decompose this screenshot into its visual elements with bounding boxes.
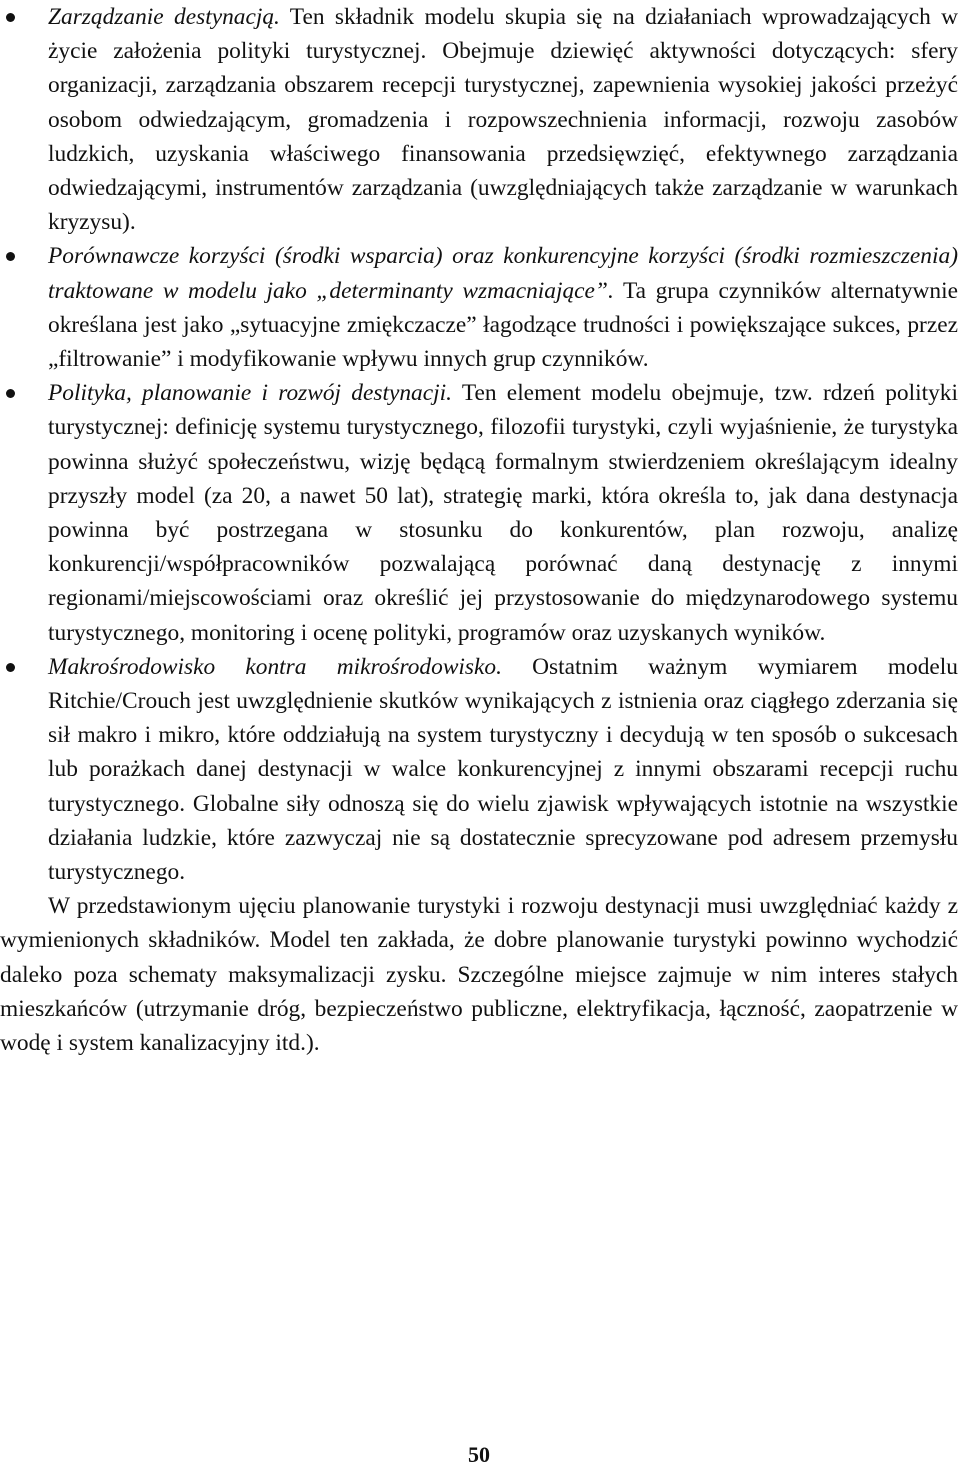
list-item [0, 650, 958, 889]
list-item-term: Makrośrodowisko kontra mikrośrodowisko. [48, 653, 502, 680]
list-item-text: Ta grupa czynników alternatywnie określana jest jako „sytuacyjne zmiękczacze” łagodzące trudności i powiększające sukces, przez „filtrowanie” i modyfikowanie wpływu innych grup czynników. [48, 277, 958, 373]
bullet-icon [6, 389, 15, 398]
closing-paragraph: W przedstawionym ujęciu planowanie turystyki i rozwoju destynacji musi uwzględniać każdy z wymienionych składników. Model ten zakłada, że dobre planowanie turystyki powinno wychodzić daleko poza schematy maksymalizacji zysku. Szczególne miejsce zajmuje w nim interes stałych mieszkańców (utrzymanie dróg, bezpieczeństwo publiczne, elektryfikacja, łączność, zaopatrzenie w wodę i system kanalizacyjny itd.). [0, 893, 958, 1057]
list-item [0, 239, 958, 376]
list-item-term: Zarządzanie destynacją. [48, 4, 280, 30]
bullet-icon [6, 13, 15, 22]
list-item-term: Porównawcze korzyści (środki wsparcia) oraz konkurencyjne korzyści (środki rozmieszczenia) traktowane w modelu jako „determinanty wzmacniające”. [48, 243, 958, 304]
list-item [0, 0, 958, 239]
list-item-text: Ostatnim ważnym wymiarem modelu Ritchie/Crouch jest uwzględnienie skutków wynikających z istnienia oraz ciągłego zderzania się sił makro i mikro, które oddziałują na system turystyczny i decydują w ten sposób o sukcesach lub porażkach danej destynacji w walce konkurencyjnej z innymi obszarami recepcji ruchu turystycznego. Globalne siły odnoszą się do wielu zjawisk wpływających istotnie na wszystkie działania ludzkie, które zazwyczaj nie są dostatecznie sprecyzowane pod adresem przemysłu turystycznego. [48, 653, 958, 886]
list-item-term: Polityka, planowanie i rozwój destynacji. [48, 380, 452, 407]
list-item-text: Ten element modelu obejmuje, tzw. rdzeń polityki turystycznej: definicję systemu turystycznego, filozofii turystyki, czyli wyjaśnienie, że turystyka powinna służyć społeczeństwu, wizję będącą formalnym stwierdzeniem określającym idealny przyszły model (za 20, a nawet 50 lat), strategię marki, która określa to, jak dana destynacja powinna być postrzegana w stosunku do konkurentów, plan rozwoju, analizę konkurencji/współpracowników pozwalającą porównać daną destynację z innymi regionami/miejscowościami oraz określić jej przystosowanie do międzynarodowego systemu turystycznego, monitoring i ocenę polityki, programów oraz uzyskanych wyników. [48, 380, 958, 646]
page-number: 50 [468, 1442, 490, 1467]
bullet-icon [6, 252, 15, 261]
list-item-text: Ten składnik modelu skupia się na działaniach wprowadzających w życie założenia polityki turystycznej. Obejmuje dziewięć aktywności dotyczących: sfery organizacji, zarządzania obszarem recepcji turystycznej, zapewnienia wysokiej jakości przeżyć osobom odwiedzającym, gromadzenia i rozpowszechnienia informacji, rozwoju zasobów ludzkich, uzyskania właściwego finansowania przedsięwzięć, efektywnego zarządzania odwiedzającymi, instrumentów zarządzania (uwzględniających także zarządzanie w warunkach kryzysu). [48, 4, 958, 236]
bullet-icon [6, 663, 15, 672]
list-item [0, 376, 958, 650]
